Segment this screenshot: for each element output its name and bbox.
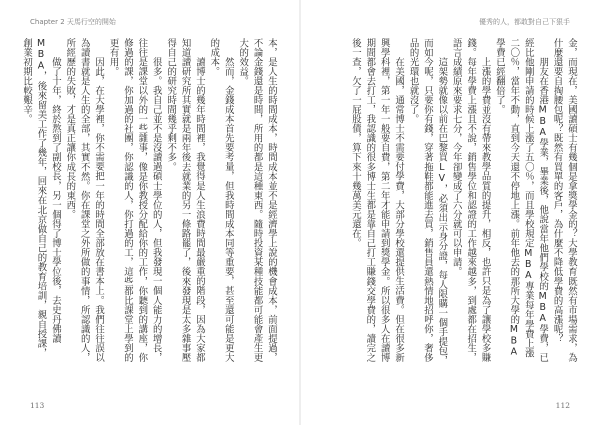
right-running-head: 優秀的人，都敢對自己下狠手: [479, 18, 570, 26]
left-body-text: [21, 38, 278, 366]
right-page-number: 112: [555, 401, 570, 410]
right-paragraph: 上漲的學費並沒有帶來教學品質的提升，相反，也許只是為了讓學校多賺錢。每年學費上漲且不說，銷售學位和認證的工作越來越多，到處都在招生，語言成績原來要求七分，今年卻變成了六分就可以申請。: [450, 38, 491, 363]
right-body-text: [330, 38, 578, 366]
right-paragraph: 朋友在香港MBA學業，畢業後，他說當年他們學校的MBA學費，已經比他剛申請的時候上漲了五〇％，而且學校規定MBA專業每年學費上漲二〇％，當年不動，直到今天還不停地上漲。前年他去的那所大學的MBA學費已經翻倍了。: [493, 38, 549, 363]
right-paragraph: 在美國，通常博士不需要付學費，大部分學校還提供生活費。但在很多新興學科裡，第一年一般要自費，第二年才能申請到獎學金。所以很多人在讀博期間都會去打工，我認識的很多博士生都是靠自己打工賺錢交學費的，讀完之後一查，欠了一屁股債，算下來十幾萬美元還在。: [349, 38, 405, 363]
left-paragraph: 做了十年，終於熬到了副校長，另一個得了博士學位後，去史丹佛讀MBA，後來留美工作了幾年，回來在北京做自己的教育培訓，親自授課，創業初期比較艱辛。: [21, 38, 61, 358]
left-paragraph: 本，是人生的時間成本，時間成本並不是經濟學上說的機會成本，前面提過，不論金錢還是時間，所用的都是這種東西。隨時投資某種技能都可能會產生更大的效益。: [237, 38, 277, 363]
left-paragraph: 然而，金錢成本首先要考量，但我時間成本同等重要，甚至還可能是更大的成本。: [208, 38, 234, 363]
right-paragraph: 金，而現在，美國讀碩士有幾個是拿獎學金的？大學教育既然有市場需求，為什麼還要自掏腰包呢？既然有買單的客戶，為什麼不降低學費的高漲呢？: [551, 38, 577, 363]
right-paragraph: 這架勢就像以前在巴黎買LV，必須出示身分證，每人限購一個手提包，而如今呢，只要你有錢，穿著拖鞋都能進去買，銷售員還熱情地招呼你，奢侈品的光環也就沒了。: [407, 38, 448, 366]
left-paragraph: 因此，在大學裡，你不需要把一年的時間全部放在書本上。我們往往誤以為讀書就是人生的全部，其實不然。你在課堂之外所做的事情，所認識的人，所經歷的失敗，才是真正讓你成長的東西。: [64, 38, 105, 363]
left-paragraph: 讀博士的幾年時間裡，我覺得是人生浪費時間最嚴重的階段，因為大家都知道讀研究所其實就是兩年後去就業的另一條路罷了，後來發現是太多雜事壓得自己的研究時間幾乎剩不多。: [165, 38, 205, 363]
left-running-head: Chapter 2 天馬行空的開始: [30, 18, 116, 26]
left-paragraph: 很多。我自己並不是沒讀過碩士學位的人，但我發現一個人能力的增長，往往是課堂以外的一些雜事，像是你教授分配給你的工作，你聽到的講座，你修過的課，你加過的社團，你認識的人，你打過的工，這些都比課堂上學到的更有用。: [107, 38, 162, 363]
left-page-number: 113: [30, 401, 45, 410]
right-page: [300, 0, 600, 425]
